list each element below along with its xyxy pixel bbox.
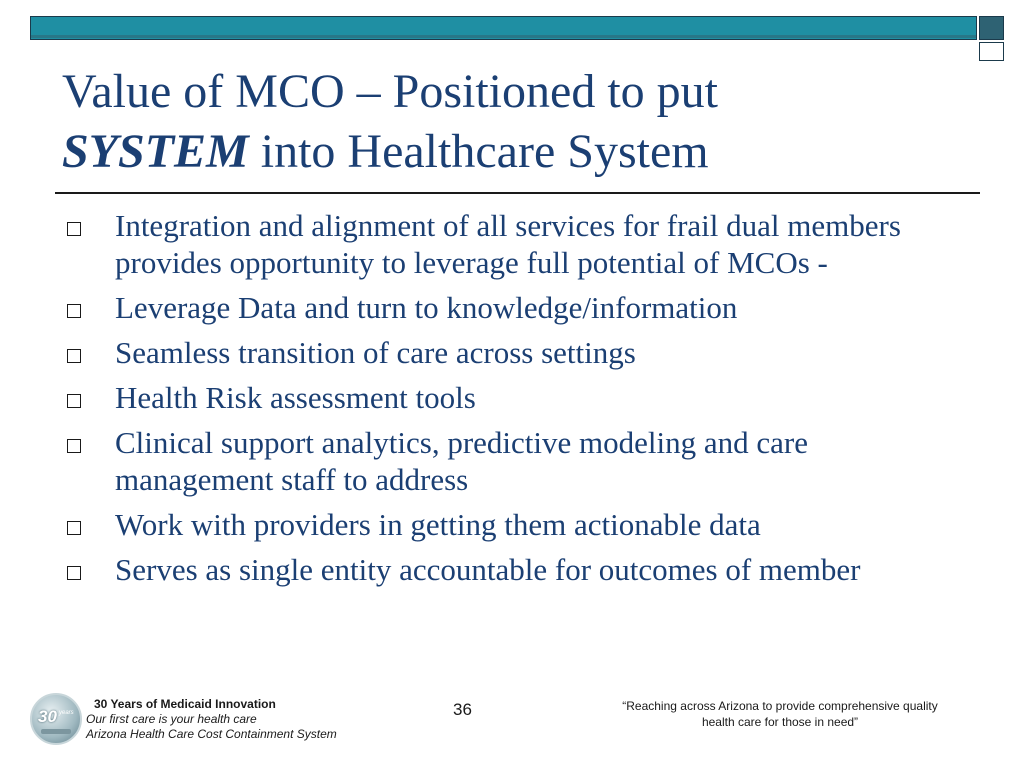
footer-tagline: Our first care is your health care	[86, 712, 257, 726]
list-item	[67, 551, 947, 588]
footer-quote	[585, 698, 975, 730]
bullet-text: Serves as single entity accountable for outcomes of member	[115, 552, 861, 587]
square-bullet-icon	[67, 349, 81, 363]
bullet-text: Seamless transition of care across settings	[115, 335, 636, 370]
bullet-text: Leverage Data and turn to knowledge/information	[115, 290, 738, 325]
corner-outline-block	[979, 42, 1004, 61]
list-item	[67, 289, 947, 326]
title-emphasis: SYSTEM	[62, 125, 249, 178]
bullet-text: Health Risk assessment tools	[115, 380, 476, 415]
footer-org-title: 30 Years of Medicaid Innovation	[94, 697, 276, 711]
logo-ribbon	[41, 729, 71, 734]
bullet-text: Integration and alignment of all services for frail dual members provides opportunity to leverage full potential of MCOs -	[115, 208, 901, 280]
bullet-text: Clinical support analytics, predictive modeling and care management staff to address	[115, 425, 808, 497]
bullet-list	[67, 207, 947, 596]
list-item	[67, 379, 947, 416]
logo-number: 30	[38, 707, 57, 726]
slide-number: 36	[453, 700, 472, 719]
list-item	[67, 334, 947, 371]
title-line-1: Value of MCO – Positioned to put	[62, 65, 718, 118]
footer-quote-line-1: “Reaching across Arizona to provide comprehensive quality	[622, 699, 938, 713]
title-line-2	[62, 122, 962, 182]
footer-quote-line-2: health care for those in need”	[701, 715, 859, 729]
square-bullet-icon	[67, 222, 81, 236]
slide-title	[62, 62, 962, 182]
square-bullet-icon	[67, 394, 81, 408]
square-bullet-icon	[67, 439, 81, 453]
square-bullet-icon	[67, 521, 81, 535]
list-item	[67, 424, 947, 498]
title-line-2-rest: into Healthcare System	[248, 125, 709, 178]
header-color-band	[30, 16, 977, 40]
anniversary-logo	[30, 693, 82, 745]
bullet-text: Work with providers in getting them actionable data	[115, 507, 761, 542]
list-item	[67, 207, 947, 281]
corner-accent-block	[979, 16, 1004, 40]
square-bullet-icon	[67, 304, 81, 318]
logo-suffix: years	[59, 710, 74, 716]
list-item	[67, 506, 947, 543]
footer-org-block	[86, 697, 337, 742]
title-divider	[55, 192, 980, 194]
footer-agency: Arizona Health Care Cost Containment System	[86, 727, 337, 741]
square-bullet-icon	[67, 566, 81, 580]
